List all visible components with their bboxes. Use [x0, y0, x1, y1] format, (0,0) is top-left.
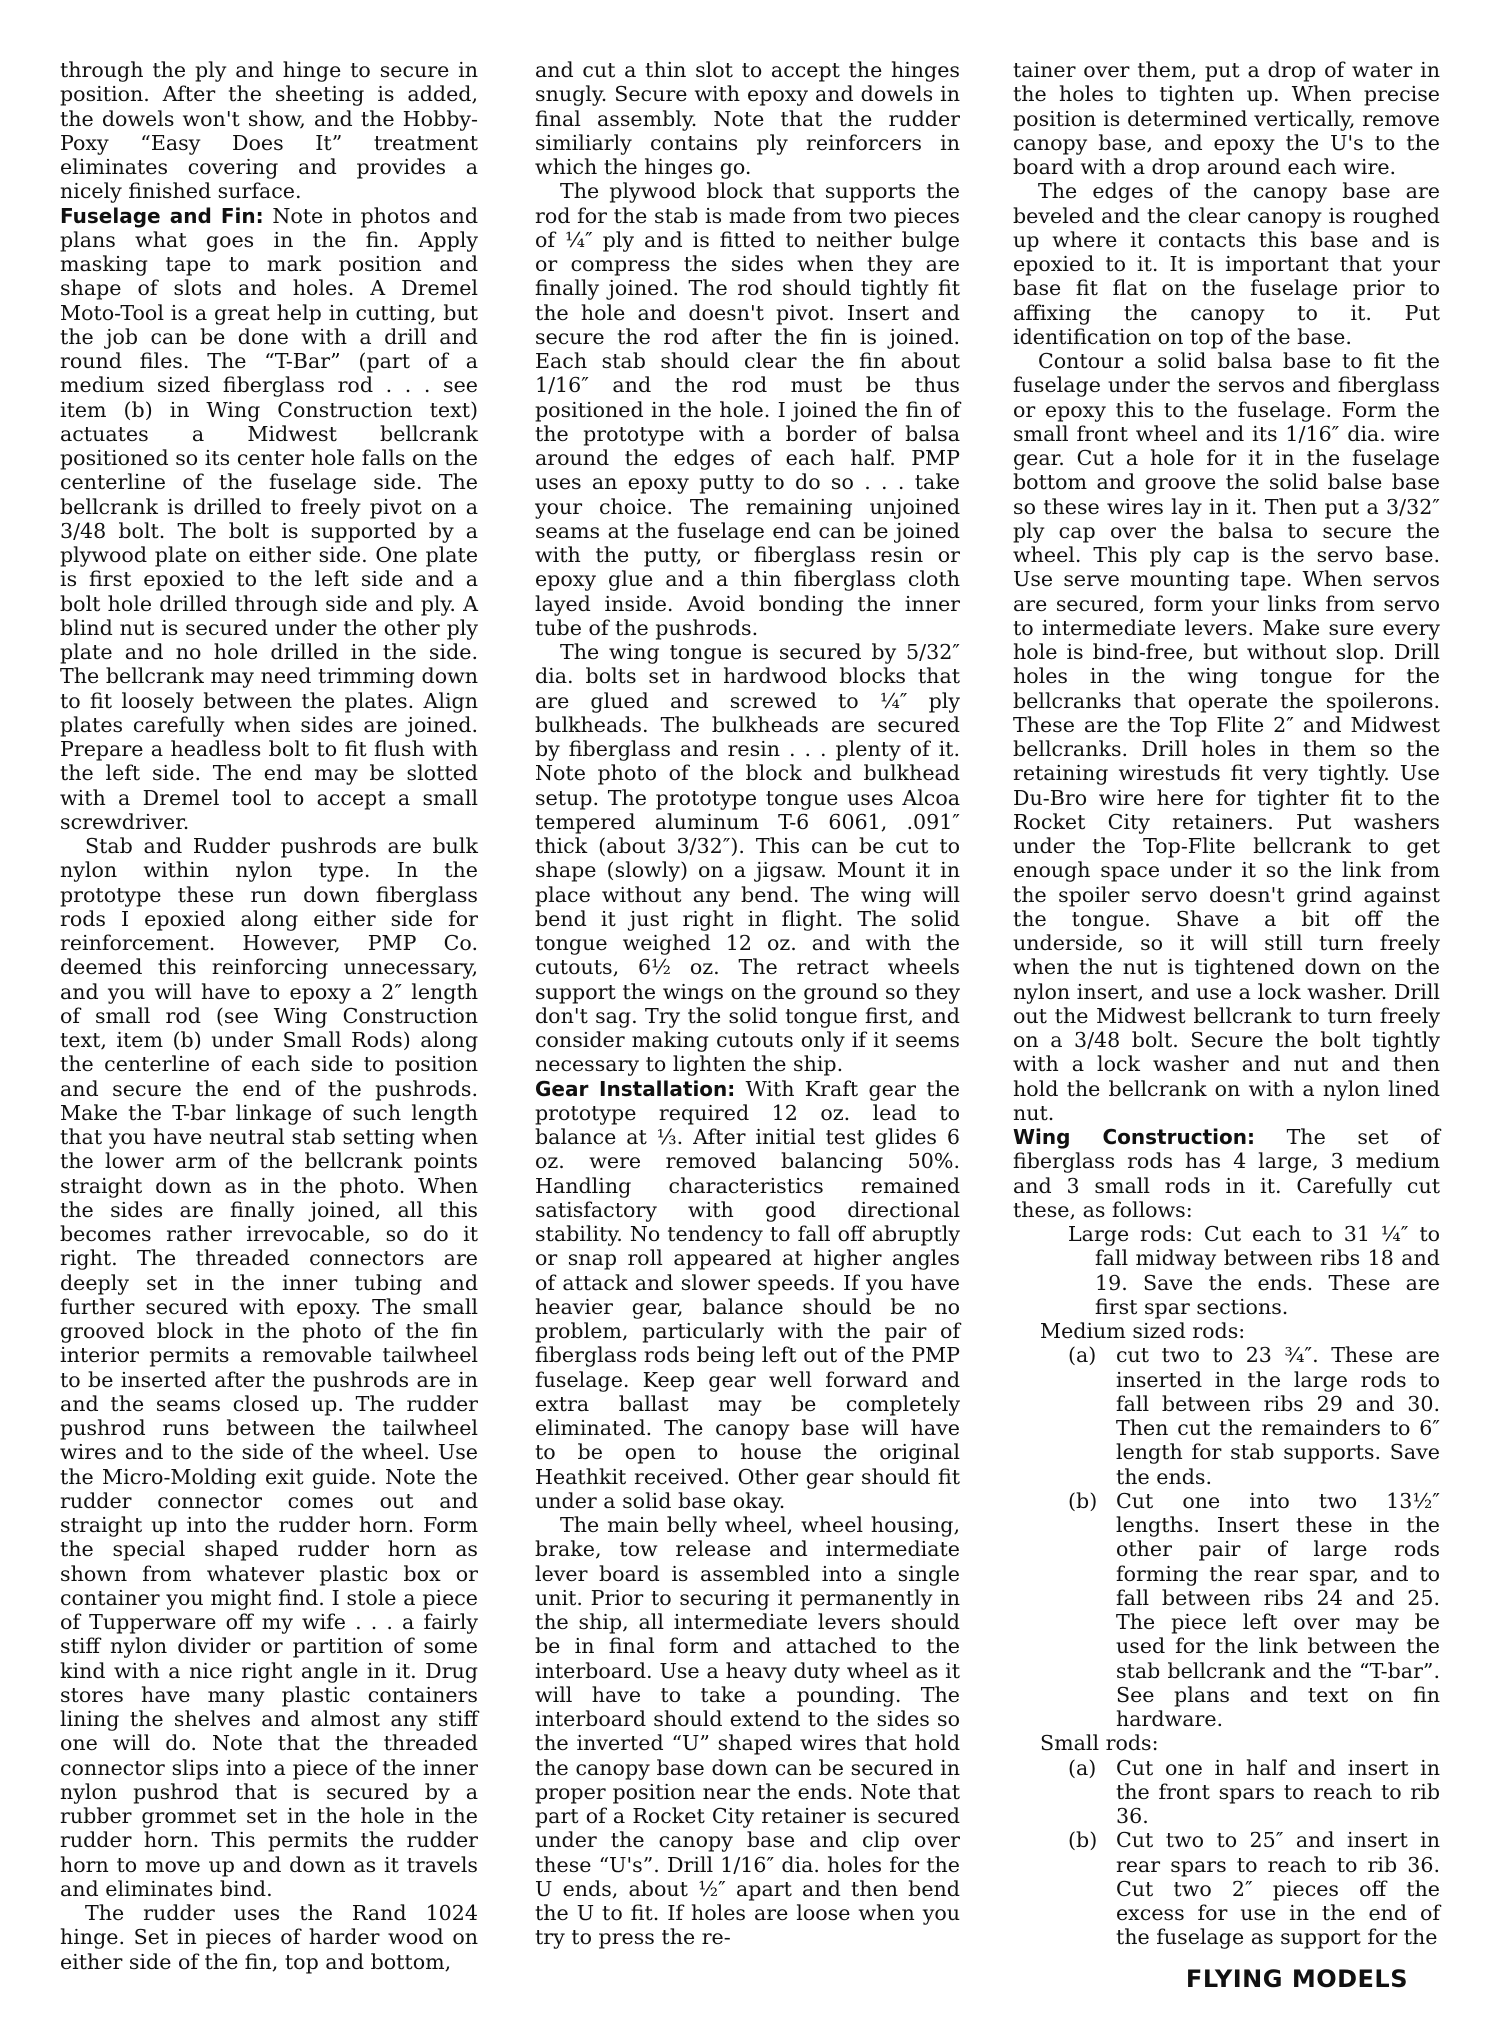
paragraph: The plywood block that supports the rod for the stab is made from two pieces of ¼″ ply and is fitted to neither bulge or compress the sides when they are finally joined. The rod should tightly fit the hole and doesn't pivot. Insert and secure the rod after the fin is joined. Each stab should clear the fin about 1/16″ and the rod must be thus positioned in the hole. I joined the fin of the prototype with a border of balsa around the edges of each half. PMP uses an epoxy putty to do so . . . take your choice. The remaining unjoined seams at the fuselage end can be joined with the putty, or fiberglass resin or epoxy glue and a thin fiberglass cloth layed inside. Avoid bonding the inner tube of the pushrods. [535, 179, 960, 640]
list-item [1013, 1343, 1440, 1489]
section-heading-fuselage-fin: Fuselage and Fin: [60, 203, 264, 228]
list-text: Cut two to 25″ and insert in rear spars to reach to rib 36. Cut two 2″ pieces off the excess for use in the end of the fuselage as support for the [1116, 1828, 1440, 1950]
list-heading-small-rods: Small rods: [1040, 1731, 1159, 1756]
section-heading-gear-installation: Gear Installation: [535, 1076, 736, 1101]
paragraph: The rudder uses the Rand 1024 hinge. Set in pieces of harder wood on either side of the fin, top and bottom, [60, 1901, 478, 1974]
list-item [1013, 1756, 1440, 1829]
list-text: Cut one into two 13½″ lengths. Insert these in the other pair of large rods forming the rear spar, and to fall between ribs 24 and 25. The piece left over may be used for the link between the stab bellcrank and the “T-bar”. See plans and text on fin hardware. [1116, 1488, 1440, 1731]
list-item [1013, 1828, 1440, 1949]
list-label: (b) [1068, 1828, 1098, 1853]
paragraph-text: With Kraft gear the prototype required 12 oz. lead to balance at ⅓. After initial test glides 6 oz. were removed balancing 50%. Handling characteristics remained satisfactory with good directional stability. No tendency to fall off abruptly or snap roll appeared at higher angles of attack and slower speeds. If you have heavier gear, balance should be no problem, particularly with the pair of fiberglass rods being left out of the PMP fuselage. Keep gear well forward and extra ballast may be completely eliminated. The canopy base will have to be open to house the original Heathkit received. Other gear should fit under a solid base okay. [535, 1076, 960, 1513]
paragraph: The wing tongue is secured by 5/32″ dia. bolts set in hardwood blocks that are glued and screwed to ¼″ ply bulkheads. The bulkheads are secured by fiberglass and resin . . . plenty of it. Note photo of the block and bulkhead setup. The prototype tongue uses Alcoa tempered aluminum T-6 6061, .091″ thick (about 3/32″). This can be cut to shape (slowly) on a jigsaw. Mount it in place without any bend. The wing will bend it just right in flight. The solid tongue weighed 12 oz. and with the cutouts, 6½ oz. The retract wheels support the wings on the ground so they don't sag. Try the solid tongue first, and consider making cutouts only if it seems necessary to lighten the ship. [535, 640, 960, 1077]
paragraph: Stab and Rudder pushrods are bulk nylon within nylon type. In the prototype these run down fiberglass rods I epoxied along either side for reinforcement. However, PMP Co. deemed this reinforcing unnecessary, and you will have to epoxy a 2″ length of small rod (see Wing Construction text, item (b) under Small Rods) along the centerline of each side to position and secure the end of the pushrods. Make the T-bar linkage of such length that you have neutral stab setting when the lower arm of the bellcrank points straight down as in the photo. When the sides are finally joined, all this becomes rather irrevocable, so do it right. The threaded connectors are deeply set in the inner tubing and further secured with epoxy. The small grooved block in the photo of the fin interior permits a removable tailwheel to be inserted after the pushrods are in and the seams closed up. The rudder pushrod runs between the tailwheel wires and to the side of the wheel. Use the Micro-Molding exit guide. Note the rudder connector comes out and straight up into the rudder horn. Form the special shaped rudder horn as shown from whatever plastic box or container you might find. I stole a piece of Tupperware off my wife . . . a fairly stiff nylon divider or partition of some kind with a nice right angle in it. Drug stores have many plastic containers lining the shelves and almost any stiff one will do. Note that the threaded connector slips into a piece of the inner nylon pushrod that is secured by a rubber grommet set in the hole in the rudder horn. This permits the rudder horn to move up and down as it travels and eliminates bind. [60, 834, 478, 1901]
paragraph: and cut a thin slot to accept the hinges snugly. Secure with epoxy and dowels in final assembly. Note that the rudder similiarly contains ply reinforcers in which the hinges go. [535, 58, 960, 179]
list-label: (a) [1068, 1755, 1097, 1780]
list-heading-medium-rods: Medium sized rods: [1040, 1319, 1246, 1343]
list-label: Large rods: [1068, 1222, 1193, 1246]
paragraph-text: The set of fiberglass rods has 4 large, 3 medium and 3 small rods in it. Carefully cut these, as follows: [1013, 1125, 1440, 1222]
list-label: (b) [1068, 1488, 1098, 1513]
paragraph: The edges of the canopy base are beveled and the clear canopy is roughed up where it contacts this base and is epoxied to it. It is important that your base fit flat on the fuselage prior to affixing the canopy to it. Put identification on top of the base. [1013, 179, 1440, 349]
text-column-1 [60, 58, 478, 1974]
paragraph [1013, 1125, 1440, 1222]
list-text: cut two to 23 ¾″. These are inserted in the large rods to fall between ribs 29 and 30. Then cut the remainders to 6″ length for stab supports. Save the ends. [1116, 1343, 1440, 1489]
text-column-3 [1013, 58, 1440, 1950]
text-column-2 [535, 58, 960, 1950]
list-item-large-rods [1013, 1222, 1440, 1319]
paragraph: Contour a solid balsa base to fit the fuselage under the servos and fiberglass or epoxy this to the fuselage. Form the small front wheel and its 1/16″ dia. wire gear. Cut a hole for it in the fuselage bottom and groove the solid balse base so these wires lay in it. Then put a 3/32″ ply cap over the balsa to secure the wheel. This ply cap is the servo base. Use serve mounting tape. When servos are secured, form your links from servo to intermediate levers. Make sure every hole is bind-free, but without slop. Drill holes in the wing tongue for the bellcranks that operate the spoilerons. These are the Top Flite 2″ and Midwest bellcranks. Drill holes in them so the retaining wirestuds fit very tightly. Use Du-Bro wire here for tighter fit to the Rocket City retainers. Put washers under the Top-Flite bellcrank to get enough space under it so the link from the spoiler servo doesn't grind against the tongue. Shave a bit off the underside, so it will still turn freely when the nut is tightened down on the nylon insert, and use a lock washer. Drill out the Midwest bellcrank to turn freely on a 3/48 bolt. Secure the bolt tightly with a lock washer and nut and then hold the bellcrank on with a nylon lined nut. [1013, 349, 1440, 1125]
magazine-footer: FLYING MODELS [1185, 1965, 1408, 1993]
paragraph: The main belly wheel, wheel housing, brake, tow release and intermediate lever board is assembled into a single unit. Prior to securing it permanently in the ship, all intermediate levers should be in final form and attached to the interboard. Use a heavy duty wheel as it will have to take a pounding. The interboard should extend to the sides so the inverted “U” shaped wires that hold the canopy base down can be secured in proper position near the ends. Note that part of a Rocket City retainer is secured under the canopy base and clip over these “U's”. Drill 1/16″ dia. holes for the U ends, about ½″ apart and then bend the U to fit. If holes are loose when you try to press the re- [535, 1513, 960, 1950]
paragraph-text: Note in photos and plans what goes in the fin. Apply masking tape to mark position and shape of slots and holes. A Dremel Moto-Tool is a great help in cutting, but the job can be done with a drill and round files. The “T-Bar” (part of a medium sized fiberglass rod . . . see item (b) in Wing Construction text) actuates a Midwest bellcrank positioned so its center hole falls on the centerline of the fuselage side. The bellcrank is drilled to freely pivot on a 3/48 bolt. The bolt is supported by a plywood plate on either side. One plate is first epoxied to the left side and a bolt hole drilled through side and ply. A blind nut is secured under the other ply plate and no hole drilled in the side. The bellcrank may need trimming down to fit loosely between the plates. Align plates carefully when sides are joined. Prepare a headless bolt to fit flush with the left side. The end may be slotted with a Dremel tool to accept a small screwdriver. [60, 203, 478, 834]
paragraph: tainer over them, put a drop of water in the holes to tighten up. When precise position is determined vertically, remove canopy base, and epoxy the U's to the board with a drop around each wire. [1013, 58, 1440, 179]
paragraph: through the ply and hinge to secure in position. After the sheeting is added, the dowels won't show, and the Hobby-Poxy “Easy Does It” treatment eliminates covering and provides a nicely finished surface. [60, 58, 478, 204]
paragraph [535, 1077, 960, 1514]
paragraph [60, 204, 478, 835]
list-label: (a) [1068, 1343, 1097, 1368]
list-text: Cut one in half and insert in the front spars to reach to rib 36. [1116, 1755, 1440, 1828]
list-text: Cut each to 31 ¼″ to fall midway between ribs 18 and 19. Save the ends. These are first spar sections. [1095, 1222, 1440, 1319]
list-item [1013, 1489, 1440, 1732]
section-heading-wing-construction: Wing Construction: [1013, 1125, 1255, 1149]
